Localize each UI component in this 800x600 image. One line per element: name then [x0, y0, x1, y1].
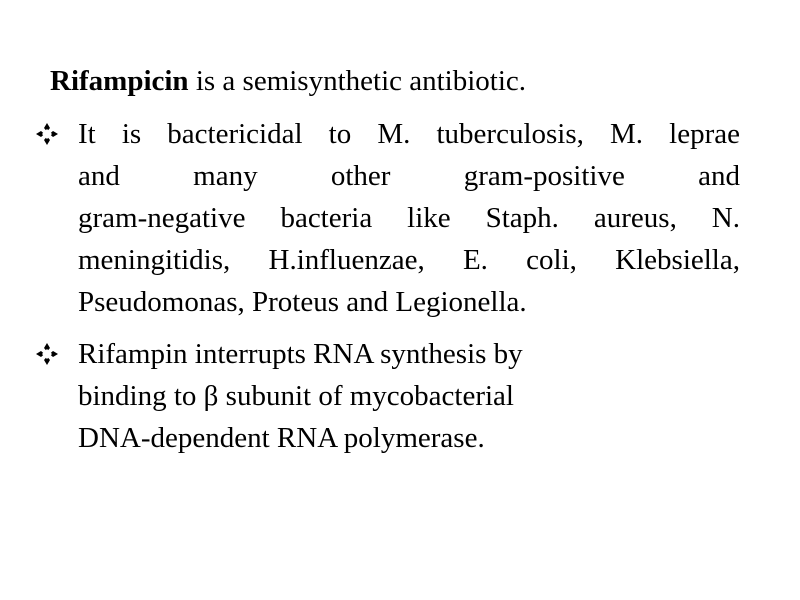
bullet-line: meningitidis, H.influenzae, E. coli, Klebsiella, — [78, 244, 740, 276]
bullet-line: Rifampin interrupts RNA synthesis by — [78, 338, 523, 370]
bullet-text — [78, 113, 740, 323]
bullet-line: binding to β subunit of mycobacterial — [78, 380, 514, 412]
diamond-bullet-icon — [36, 343, 58, 365]
bullet-text — [78, 333, 740, 459]
bullet-line: gram-negative bacteria like Staph. aureus, N. — [78, 202, 740, 234]
bullet-item — [36, 113, 740, 323]
bullet-line: and many other gram-positive and — [78, 160, 740, 192]
bullet-line: Pseudomonas, Proteus and Legionella. — [78, 286, 527, 318]
intro-paragraph — [50, 61, 526, 101]
intro-text: is a semisynthetic antibiotic. — [188, 65, 527, 97]
bullet-line: It is bactericidal to M. tuberculosis, M. leprae — [78, 118, 740, 150]
intro-term: Rifampicin — [50, 65, 189, 97]
bullet-line: DNA-dependent RNA polymerase. — [78, 422, 485, 454]
bullet-item — [36, 333, 740, 459]
diamond-bullet-icon — [36, 123, 58, 145]
